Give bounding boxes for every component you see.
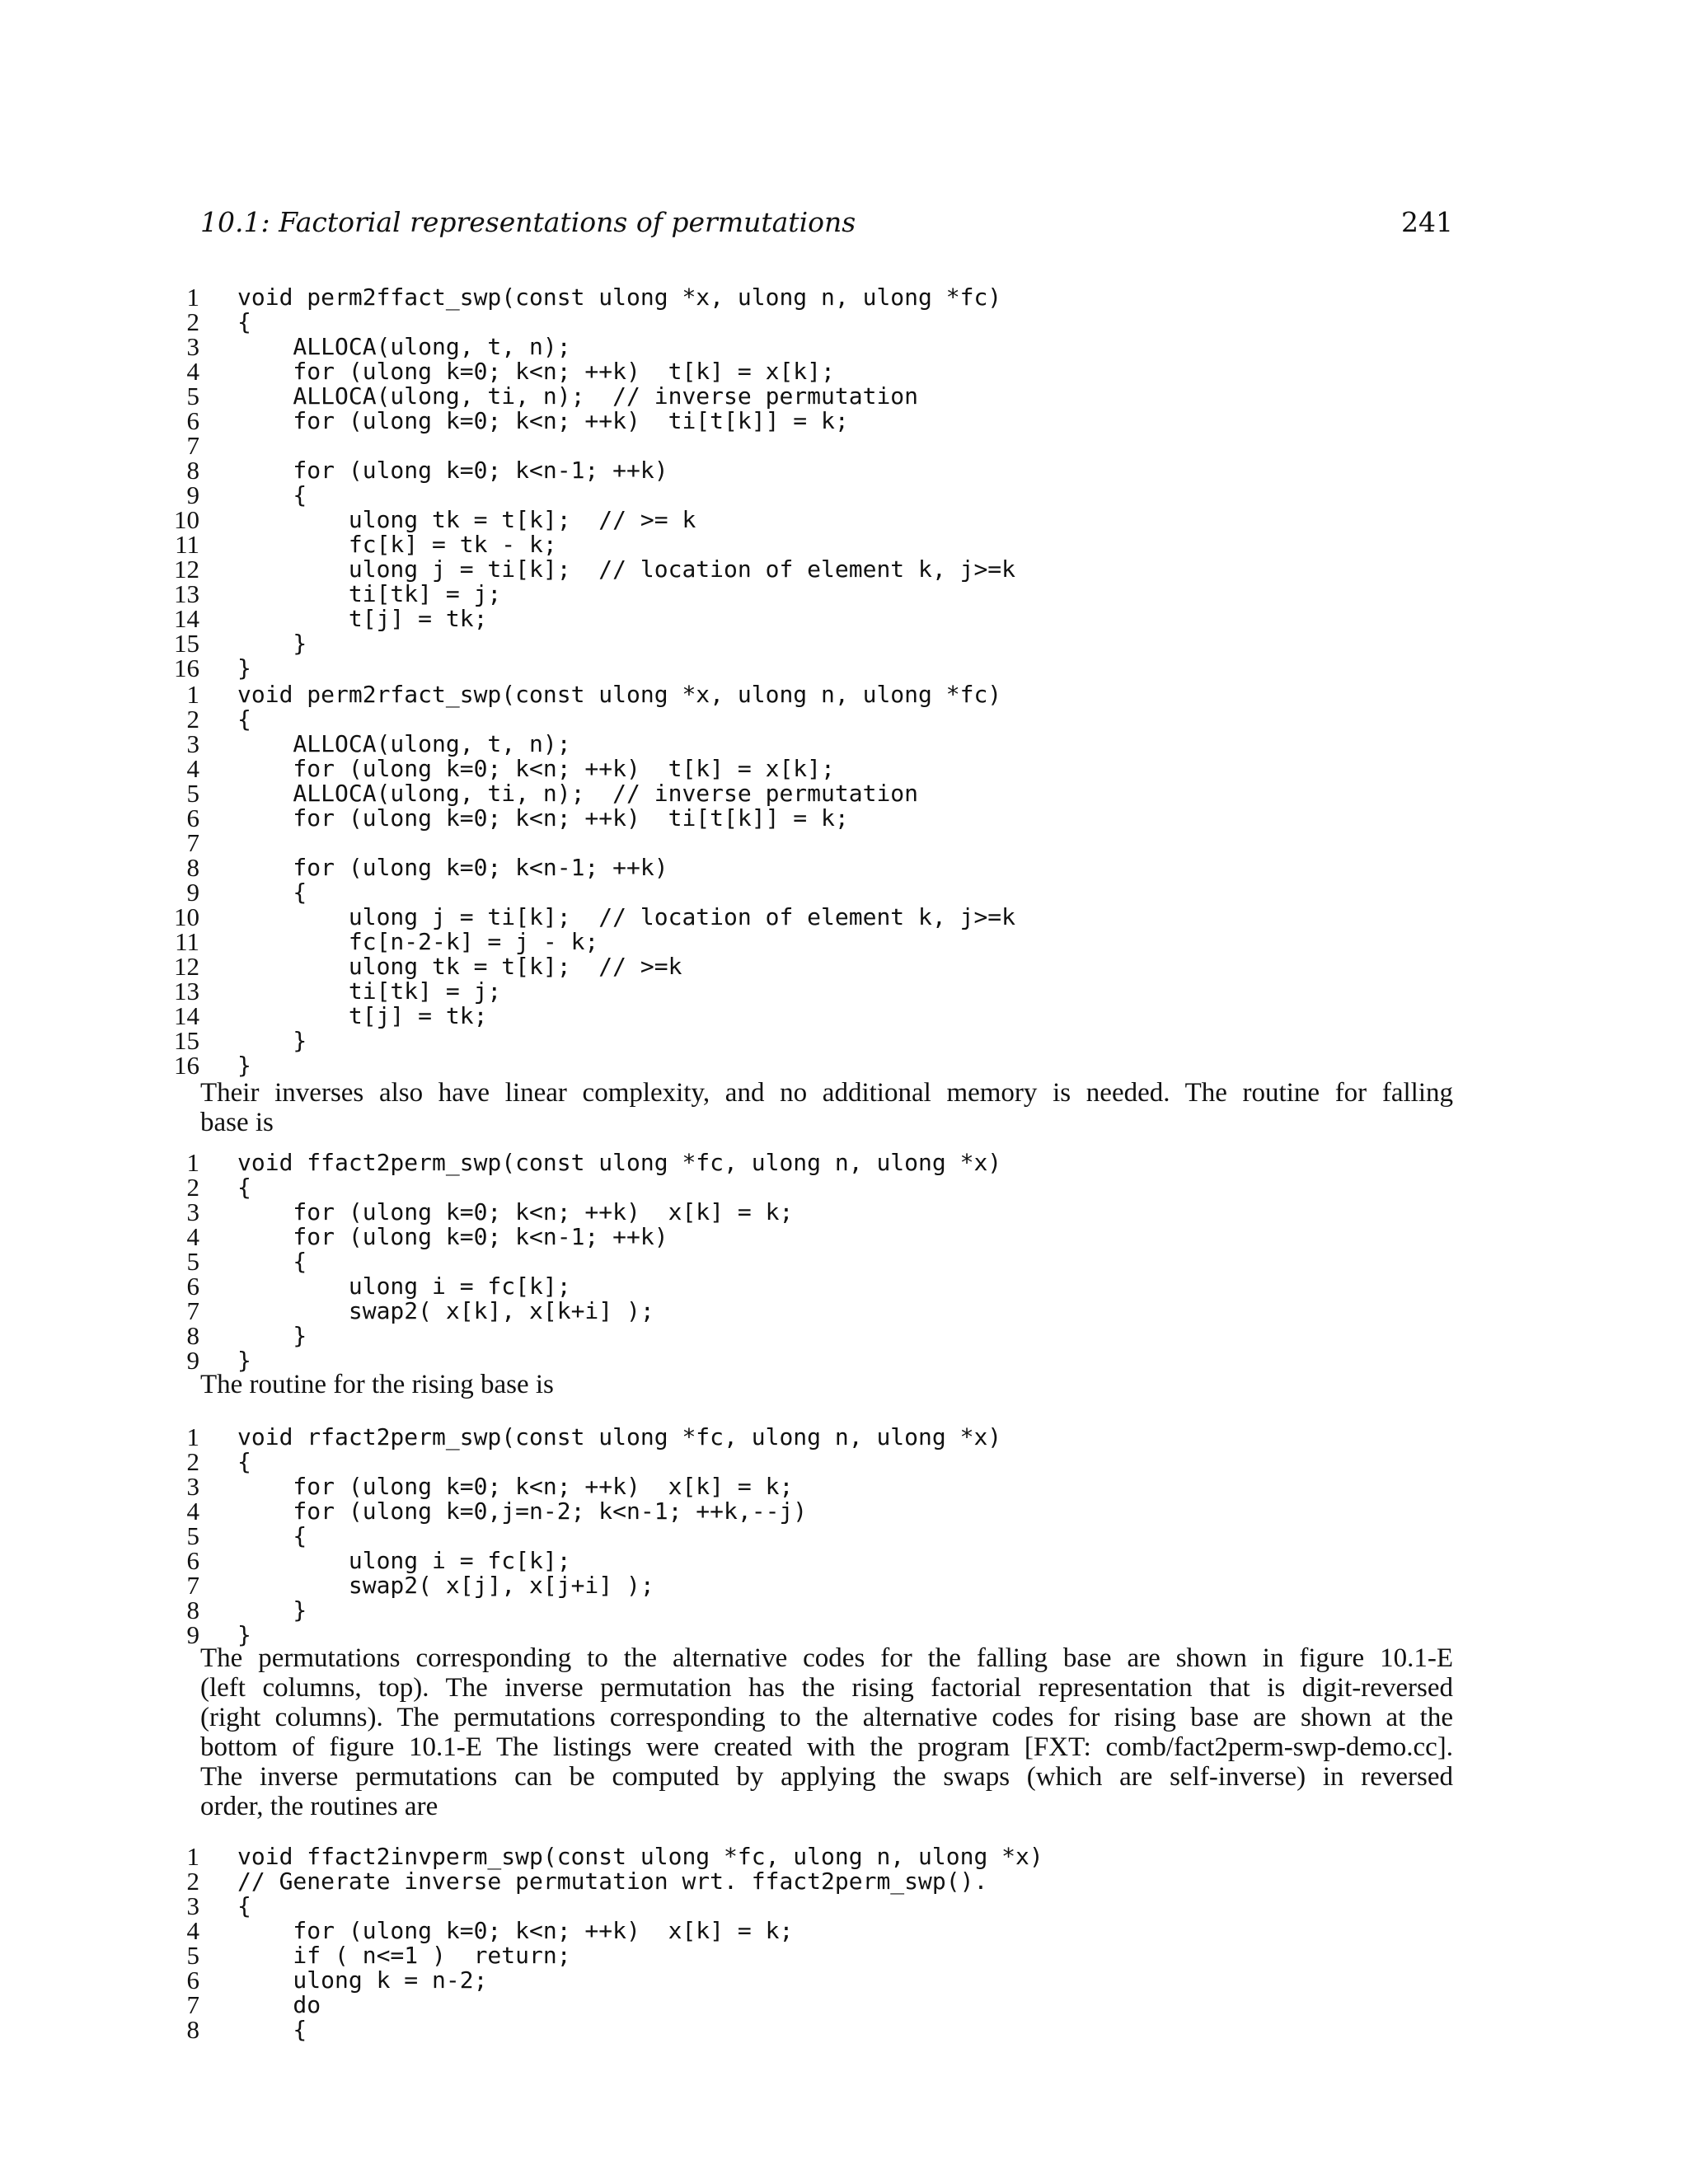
code-text: for (ulong k=0; k<n-1; ++k) [237,854,668,881]
code-text: ti[tk] = j; [237,977,502,1005]
line-number: 6 [186,1272,199,1301]
line-number: 7 [186,431,199,460]
code-text: { [237,1248,307,1275]
paragraph-line: (left columns, top). The inverse permutation has the rising factorial representation that is digit-reversed [200,1673,1453,1703]
code-text: } [237,630,307,657]
line-number: 2 [186,307,199,336]
code-line [0,1422,1688,1451]
code-line [0,705,1688,733]
code-text: void ffact2perm_swp(const ulong *fc, ulong n, ulong *x) [237,1149,1002,1176]
code-listing-perm2ffact [0,283,1688,682]
code-line [0,307,1688,336]
line-number: 8 [186,1596,199,1624]
line-number: 3 [186,332,199,361]
code-line [0,878,1688,907]
line-number: 9 [186,878,199,907]
code-line [0,555,1688,583]
code-text: ulong i = fc[k]; [237,1547,571,1574]
code-line [0,680,1688,709]
code-line [0,1941,1688,1970]
paragraph-line: order, the routines are [200,1792,438,1821]
line-number: 7 [186,1571,199,1600]
line-number: 12 [174,952,199,981]
line-number: 8 [186,2015,199,2044]
code-line [0,952,1688,981]
code-line [0,283,1688,312]
code-line [0,431,1688,460]
code-line [0,1916,1688,1945]
code-text: ALLOCA(ulong, ti, n); // inverse permutation [237,780,919,807]
code-line [0,1296,1688,1325]
code-line [0,1001,1688,1030]
code-line [0,654,1688,682]
code-line [0,1222,1688,1251]
line-number: 4 [186,1916,199,1945]
code-line [0,754,1688,783]
line-number: 16 [174,1051,199,1080]
line-number: 13 [174,579,199,608]
line-number: 4 [186,754,199,783]
code-text: for (ulong k=0; k<n; ++k) x[k] = k; [237,1473,794,1500]
code-line [0,1173,1688,1202]
line-number: 6 [186,1966,199,1994]
code-text: } [237,1027,307,1054]
line-number: 7 [186,1990,199,2019]
code-line [0,357,1688,386]
paragraph-line: The routine for the rising base is [200,1370,554,1399]
paragraph-inverses [200,1078,1453,1137]
line-number: 6 [186,804,199,832]
code-line [0,1546,1688,1575]
paragraph-rising-base [200,1370,1453,1399]
code-line [0,1472,1688,1501]
code-line [0,530,1688,559]
line-number: 15 [174,629,199,658]
line-number: 4 [186,1497,199,1526]
line-number: 2 [186,1867,199,1896]
code-text: { [237,705,251,733]
code-text: } [237,654,251,682]
code-line [0,579,1688,608]
line-number: 14 [174,604,199,633]
code-line [0,902,1688,931]
line-number: 10 [174,505,199,534]
code-line [0,1051,1688,1080]
code-line [0,1346,1688,1375]
paragraph-line: The permutations corresponding to the alternative codes for the falling base are shown in figure 10.1-E [200,1643,1453,1673]
code-text: fc[k] = tk - k; [237,531,557,558]
line-number: 2 [186,705,199,733]
code-text: for (ulong k=0,j=n-2; k<n-1; ++k,--j) [237,1497,808,1525]
code-text: ulong j = ti[k]; // location of element k, j>=k [237,903,1016,930]
code-text: fc[n-2-k] = j - k; [237,928,599,955]
line-number: 5 [186,382,199,410]
code-line [0,1247,1688,1276]
code-line [0,1197,1688,1226]
code-text: ti[tk] = j; [237,580,502,607]
line-number: 1 [186,1422,199,1451]
code-line [0,927,1688,956]
line-number: 7 [186,828,199,857]
line-number: 5 [186,1247,199,1276]
code-text: { [237,481,307,509]
line-number: 6 [186,1546,199,1575]
line-number: 15 [174,1026,199,1055]
line-number: 9 [186,1620,199,1649]
paragraph-line: bottom of figure 10.1-E The listings were created with the program [FXT: comb/fact2perm-swp-demo.cc]. [200,1732,1453,1762]
code-line [0,406,1688,435]
line-number: 11 [175,927,199,956]
code-line [0,1867,1688,1896]
code-text: void perm2rfact_swp(const ulong *x, ulong n, ulong *fc) [237,681,1002,708]
code-line [0,779,1688,808]
code-line [0,604,1688,633]
paragraph-line: base is [200,1108,274,1137]
code-line [0,804,1688,832]
code-text: { [237,1522,307,1549]
line-number: 3 [186,1472,199,1501]
line-number: 3 [186,1891,199,1920]
code-line [0,1891,1688,1920]
code-line [0,1571,1688,1600]
code-line [0,828,1688,857]
code-text: } [237,1347,251,1374]
code-line [0,629,1688,658]
line-number: 14 [174,1001,199,1030]
code-line [0,1497,1688,1526]
line-number: 2 [186,1173,199,1202]
code-text: do [237,1991,321,2018]
line-number: 2 [186,1447,199,1476]
code-line [0,1148,1688,1177]
code-text: for (ulong k=0; k<n; ++k) t[k] = x[k]; [237,358,835,385]
line-number: 8 [186,853,199,882]
code-listing-ffact2perm [0,1148,1688,1375]
code-line [0,382,1688,410]
code-text: { [237,308,251,335]
code-text: for (ulong k=0; k<n-1; ++k) [237,1223,668,1250]
line-number: 8 [186,1321,199,1350]
code-text: for (ulong k=0; k<n; ++k) t[k] = x[k]; [237,755,835,782]
code-text: t[j] = tk; [237,1002,488,1029]
code-text: ulong tk = t[k]; // >= k [237,506,696,533]
running-header [200,206,1453,242]
code-line [0,456,1688,485]
code-text: for (ulong k=0; k<n; ++k) x[k] = k; [237,1917,794,1944]
code-text: } [237,1621,251,1648]
code-line [0,332,1688,361]
code-line [0,505,1688,534]
code-text: ALLOCA(ulong, t, n); [237,333,571,360]
code-line [0,1620,1688,1649]
code-line [0,729,1688,758]
code-text: if ( n<=1 ) return; [237,1942,571,1969]
line-number: 1 [186,1842,199,1871]
code-line [0,1321,1688,1350]
code-line [0,1272,1688,1301]
line-number: 4 [186,1222,199,1251]
line-number: 9 [186,480,199,509]
code-text: for (ulong k=0; k<n; ++k) ti[t[k]] = k; [237,407,849,434]
code-text: } [237,1322,307,1349]
code-text: { [237,879,307,906]
line-number: 5 [186,1941,199,1970]
code-listing-rfact2perm [0,1422,1688,1649]
line-number: 3 [186,729,199,758]
code-line [0,2015,1688,2044]
code-text: for (ulong k=0; k<n; ++k) ti[t[k]] = k; [237,804,849,832]
line-number: 8 [186,456,199,485]
line-number: 5 [186,1521,199,1550]
code-text: ulong j = ti[k]; // location of element k, j>=k [237,555,1016,583]
page-number: 241 [1401,206,1453,238]
code-text: void perm2ffact_swp(const ulong *x, ulong n, ulong *fc) [237,284,1002,311]
code-line [0,1447,1688,1476]
code-text: void ffact2invperm_swp(const ulong *fc, ulong n, ulong *x) [237,1843,1043,1870]
code-line [0,1596,1688,1624]
code-line [0,977,1688,1005]
line-number: 1 [186,680,199,709]
code-text: { [237,2016,307,2043]
code-listing-perm2rfact [0,680,1688,1080]
line-number: 10 [174,902,199,931]
line-number: 9 [186,1346,199,1375]
code-text: { [237,1448,251,1475]
code-text: { [237,1174,251,1201]
paragraph-alternative-codes [200,1643,1453,1821]
code-line [0,1842,1688,1871]
code-listing-ffact2invperm [0,1842,1688,2044]
line-number: 1 [186,283,199,312]
code-text: for (ulong k=0; k<n-1; ++k) [237,457,668,484]
code-text: // Generate inverse permutation wrt. ffact2perm_swp(). [237,1868,988,1895]
section-title: 10.1: Factorial representations of permutations [200,206,856,238]
paragraph-line: (right columns). The permutations corresponding to the alternative codes for rising base are shown at the [200,1703,1453,1732]
code-text: ulong i = fc[k]; [237,1272,571,1300]
line-number: 1 [186,1148,199,1177]
code-text: } [237,1052,251,1079]
code-text: ALLOCA(ulong, t, n); [237,730,571,757]
line-number: 11 [175,530,199,559]
line-number: 13 [174,977,199,1005]
code-text: for (ulong k=0; k<n; ++k) x[k] = k; [237,1198,794,1226]
paragraph-line: Their inverses also have linear complexity, and no additional memory is needed. The routine for falling [200,1078,1453,1108]
line-number: 4 [186,357,199,386]
code-text: } [237,1596,307,1624]
code-text: swap2( x[k], x[k+i] ); [237,1297,654,1324]
code-text: { [237,1892,251,1919]
code-line [0,480,1688,509]
code-text: void rfact2perm_swp(const ulong *fc, ulong n, ulong *x) [237,1423,1002,1451]
line-number: 12 [174,555,199,583]
code-text: ulong k = n-2; [237,1966,488,1994]
code-text: t[j] = tk; [237,605,488,632]
line-number: 6 [186,406,199,435]
line-number: 5 [186,779,199,808]
code-line [0,1026,1688,1055]
code-line [0,1990,1688,2019]
code-line [0,1966,1688,1994]
paragraph-line: The inverse permutations can be computed by applying the swaps (which are self-inverse) in reversed [200,1762,1453,1792]
code-text: ulong tk = t[k]; // >=k [237,953,682,980]
code-text: swap2( x[j], x[j+i] ); [237,1572,654,1599]
code-text: ALLOCA(ulong, ti, n); // inverse permutation [237,382,919,410]
line-number: 3 [186,1197,199,1226]
line-number: 16 [174,654,199,682]
line-number: 7 [186,1296,199,1325]
code-line [0,853,1688,882]
code-line [0,1521,1688,1550]
